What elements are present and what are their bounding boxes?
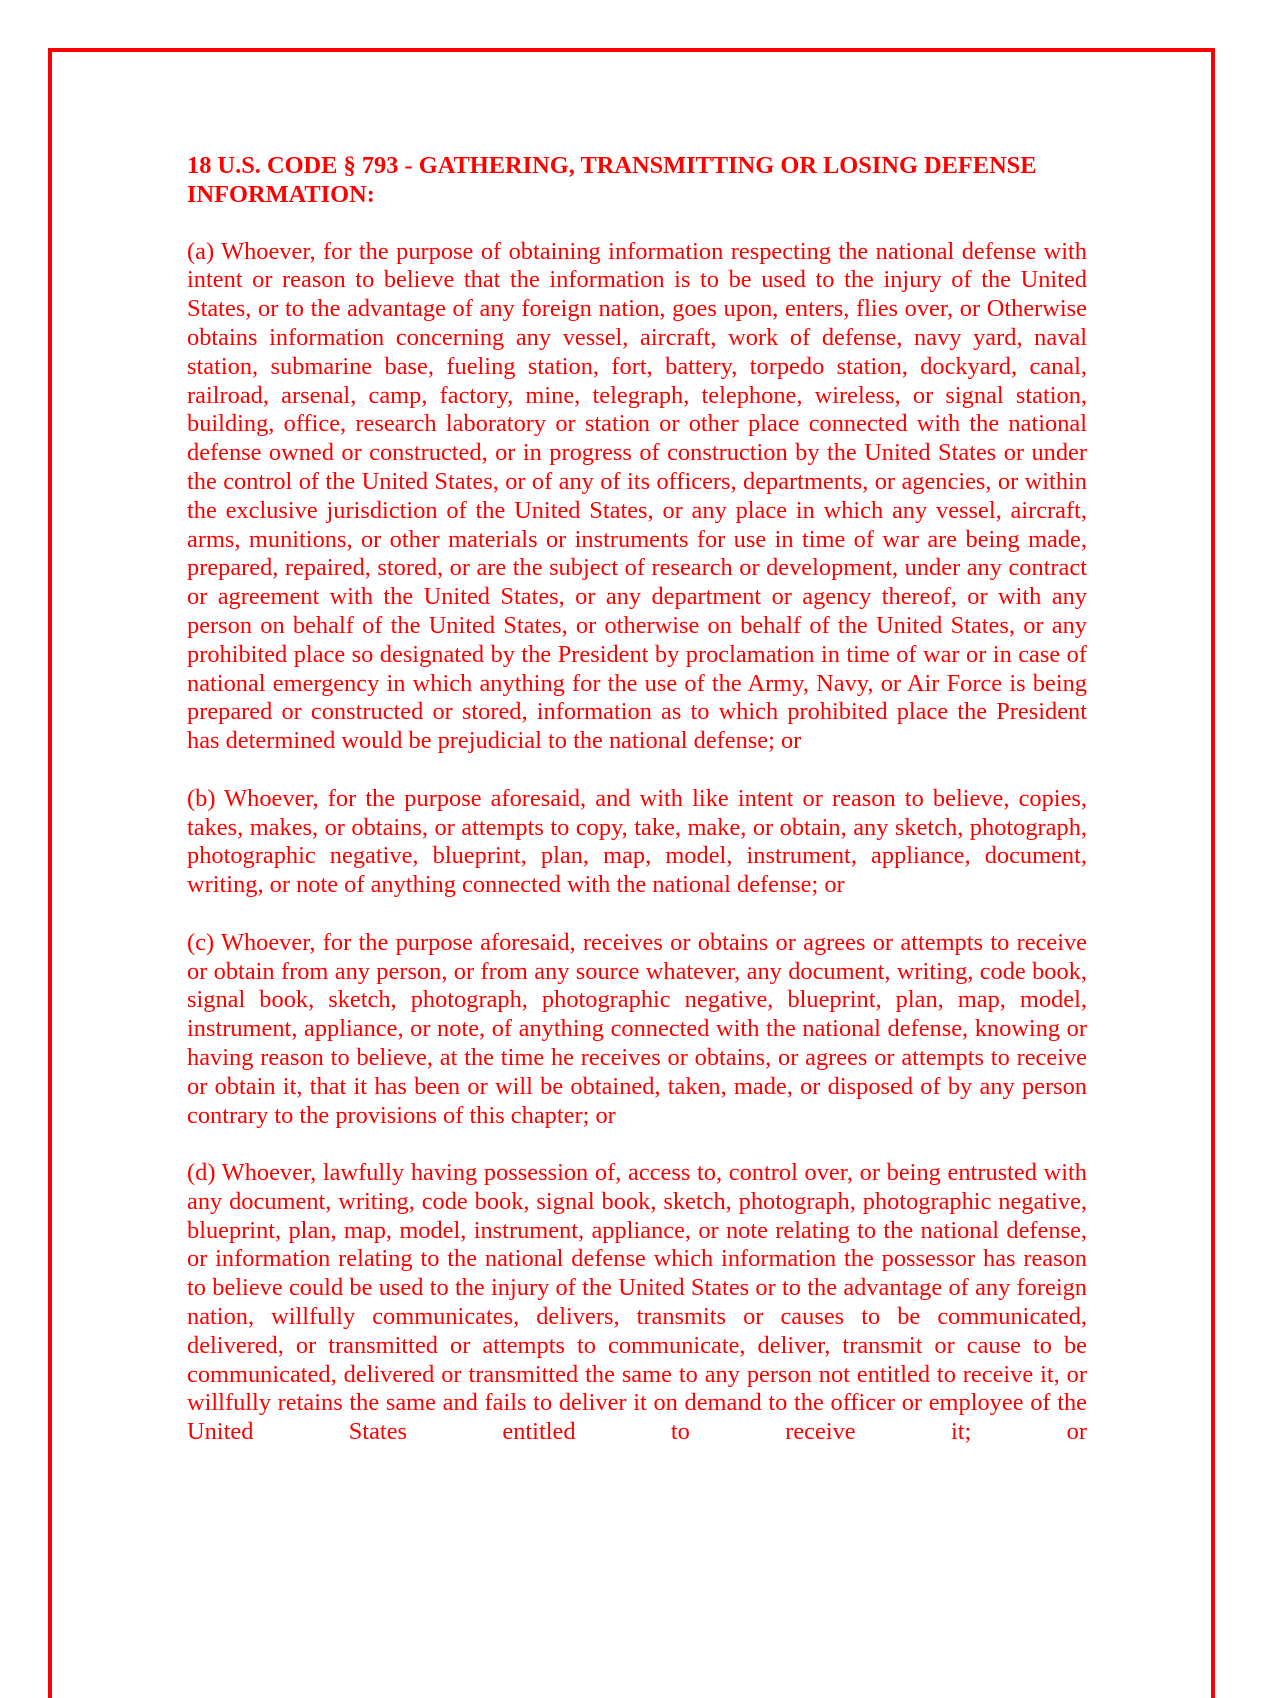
paragraph-a: (a) Whoever, for the purpose of obtaining information respecting the national defense with intent or reason to believe that the information is to be used to the injury of the United States, or to the advantage of any foreign nation, goes upon, enters, flies over, or Otherwise obtains information concerning any vessel, aircraft, work of defense, navy yard, naval station, submarine base, fueling station, fort, battery, torpedo station, dockyard, canal, railroad, arsenal, camp, factory, mine, telegraph, telephone, wireless, or signal station, building, office, research laboratory or station or other place connected with the national defense owned or constructed, or in progress of construction by the United States or under the control of the United States, or of any of its officers, departments, or agencies, or within the exclusive jurisdiction of the United States, or any place in which any vessel, aircraft, arms, munitions, or other materials or instruments for use in time of war are being made, prepared, repaired, stored, or are the subject of research or development, under any contract or agreement with the United States, or any department or agency thereof, or with any person on behalf of the United States, or otherwise on behalf of the United States, or any prohibited place so designated by the President by proclamation in time of war or in case of national emergency in which anything for the use of the Army, Navy, or Air Force is being prepared or constructed or stored, information as to which prohibited place the President has determined would be prejudicial to the national defense; or [187, 237, 1087, 755]
paragraph-d: (d) Whoever, lawfully having possession of, access to, control over, or being entrusted with any document, writing, code book, signal book, sketch, photograph, photographic negative, blueprint, plan, map, model, instrument, appliance, or note relating to the national defense, or information relating to the national defense which information the possessor has reason to believe could be used to the injury of the United States or to the advantage of any foreign nation, willfully communicates, delivers, transmits or causes to be communicated, delivered, or transmitted or attempts to communicate, deliver, transmit or cause to be communicated, delivered or transmitted the same to any person not entitled to receive it, or willfully retains the same and fails to deliver it on demand to the officer or employee of the United States entitled to receive it; or [187, 1159, 1087, 1446]
document-heading: 18 U.S. CODE § 793 - GATHERING, TRANSMITTING OR LOSING DEFENSE INFORMATION: [187, 152, 1037, 208]
paragraph-c: (c) Whoever, for the purpose aforesaid, receives or obtains or agrees or attempts to receive or obtain from any person, or from any source whatever, any document, writing, code book, signal book, sketch, photograph, photographic negative, blueprint, plan, map, model, instrument, appliance, or note, of anything connected with the national defense, knowing or having reason to believe, at the time he receives or obtains, or agrees or attempts to receive or obtain it, that it has been or will be obtained, taken, made, or disposed of by any person contrary to the provisions of this chapter; or [187, 928, 1087, 1129]
document-body [187, 152, 1087, 1476]
paragraph-b: (b) Whoever, for the purpose aforesaid, and with like intent or reason to believe, copies, takes, makes, or obtains, or attempts to copy, take, make, or obtain, any sketch, photograph, photographic negative, blueprint, plan, map, model, instrument, appliance, document, writing, or note of anything connected with the national defense; or [187, 784, 1087, 899]
